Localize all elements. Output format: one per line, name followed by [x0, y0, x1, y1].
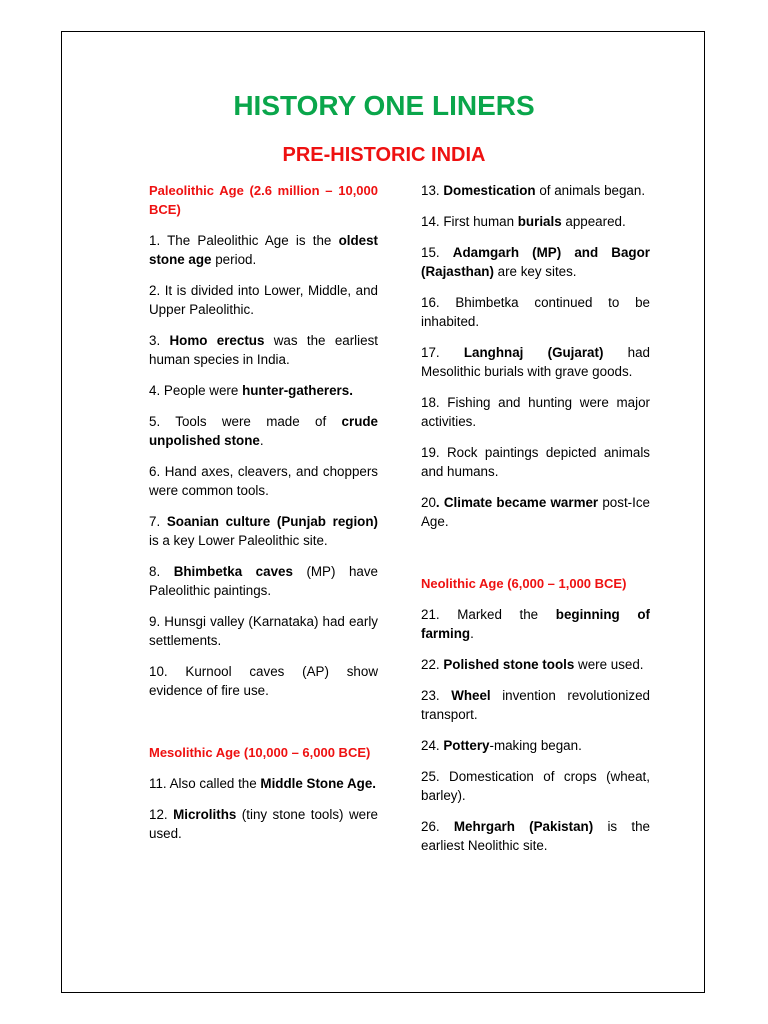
- list-item: 16. Bhimbetka continued to be inhabited.: [421, 295, 650, 329]
- list-item: 21. Marked the beginning of farming.: [421, 607, 650, 641]
- section-spacer: [149, 712, 378, 743]
- list-item: 12. Microliths (tiny stone tools) were used.: [149, 807, 378, 841]
- list-item: 5. Tools were made of crude unpolished stone.: [149, 414, 378, 448]
- mesolithic-heading: Mesolithic Age (10,000 – 6,000 BCE): [149, 745, 371, 760]
- list-item: 18. Fishing and hunting were major activities.: [421, 395, 650, 429]
- list-item: 13. Domestication of animals began.: [421, 183, 646, 198]
- left-column: [149, 181, 378, 855]
- list-item: 23. Wheel invention revolutionized transport.: [421, 688, 650, 722]
- list-item: 24. Pottery-making began.: [421, 738, 582, 753]
- list-item: 9. Hunsgi valley (Karnataka) had early settlements.: [149, 614, 378, 648]
- list-item: 25. Domestication of crops (wheat, barley).: [421, 769, 650, 803]
- list-item: 4. People were hunter-gatherers.: [149, 383, 353, 398]
- document-title: HISTORY ONE LINERS: [233, 90, 535, 121]
- list-item: 22. Polished stone tools were used.: [421, 657, 644, 672]
- list-item: 6. Hand axes, cleavers, and choppers were common tools.: [149, 464, 378, 498]
- list-item: 3. Homo erectus was the earliest human species in India.: [149, 333, 378, 367]
- list-item: 1. The Paleolithic Age is the oldest stone age period.: [149, 233, 378, 267]
- list-item: 2. It is divided into Lower, Middle, and Upper Paleolithic.: [149, 283, 378, 317]
- list-item: 15. Adamgarh (MP) and Bagor (Rajasthan) are key sites.: [421, 245, 650, 279]
- list-item: 10. Kurnool caves (AP) show evidence of fire use.: [149, 664, 378, 698]
- list-item: 7. Soanian culture (Punjab region) is a key Lower Paleolithic site.: [149, 514, 378, 548]
- list-item: 11. Also called the Middle Stone Age.: [149, 776, 376, 791]
- paleolithic-heading: Paleolithic Age (2.6 million – 10,000 BCE): [149, 183, 378, 217]
- section-title: PRE-HISTORIC INDIA: [282, 144, 486, 166]
- list-item: 8. Bhimbetka caves (MP) have Paleolithic paintings.: [149, 564, 379, 598]
- neolithic-heading: Neolithic Age (6,000 – 1,000 BCE): [421, 576, 627, 591]
- list-item: 20. Climate became warmer post-Ice Age.: [421, 495, 650, 529]
- list-item: 26. Mehrgarh (Pakistan) is the earliest Neolithic site.: [421, 819, 650, 853]
- list-item: 17. Langhnaj (Gujarat) had Mesolithic burials with grave goods.: [421, 345, 650, 379]
- section-spacer: [421, 543, 650, 574]
- list-item: 19. Rock paintings depicted animals and humans.: [421, 445, 650, 479]
- right-column: [421, 181, 650, 867]
- list-item: 14. First human burials appeared.: [421, 214, 626, 229]
